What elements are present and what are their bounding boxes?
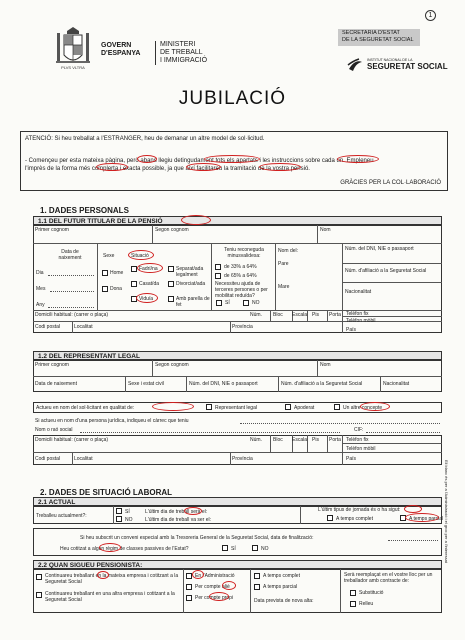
- relleu-label: Relleu: [359, 601, 374, 607]
- representant-checkbox[interactable]: [206, 404, 212, 410]
- altre-label: Un altre concepte: [343, 405, 383, 411]
- localitat-label: Localitat: [74, 324, 93, 330]
- mare-label: Mare: [278, 284, 290, 290]
- rep-pais-label: País: [346, 456, 357, 462]
- any-input[interactable]: [48, 304, 94, 308]
- rep-afiliacio-label: Núm. d'afiliació a la Seguretat Social: [281, 381, 363, 387]
- divorciat-checkbox[interactable]: [168, 281, 174, 287]
- rep-telefon-fix-label: Telèfon fix: [346, 437, 369, 443]
- persona-juridica-input[interactable]: [240, 421, 440, 424]
- necessitat-si-checkbox[interactable]: [216, 300, 222, 306]
- substitucio-label: Substitució: [359, 590, 384, 596]
- divorciat-label: Divorciat/ada: [176, 281, 206, 287]
- notice-line3: l'imprès de la forma més complerta i exacta possible, ja que així facilitareu la tramitació de la vostra pensió.: [25, 166, 310, 172]
- sec1-sub1-header: 1.1 DEL FUTUR TITULAR DE LA PENSIÓ: [33, 216, 442, 225]
- notice-line2: - Començeu per esta mateixa pàgina, però abans llegiu detingudament tots els apartats i les instruccions sobre cada un. Empleneu: [25, 158, 374, 164]
- nom-pare-label: Nom del:: [278, 248, 299, 254]
- rep-codi-postal-label: Codi postal: [35, 456, 61, 462]
- nacionalitat-label: Nacionalitat: [345, 289, 372, 295]
- sec1-sub2-header: 1.2 DEL REPRESENTANT LEGAL: [33, 351, 442, 360]
- dona-label: Dona: [110, 286, 122, 292]
- ministeri-label: MINISTERI DE TREBALL I IMMIGRACIÓ: [155, 41, 207, 65]
- temps-complet2-label: A temps complet: [263, 573, 300, 579]
- escala-label: Escala: [292, 312, 308, 318]
- primer-cognom-label: Primer cognom: [35, 227, 69, 233]
- continuareu1-checkbox[interactable]: [36, 574, 42, 580]
- cif-label: CIF:: [354, 427, 364, 433]
- page-title: JUBILACIÓ: [178, 88, 287, 109]
- compte-alie-checkbox[interactable]: [186, 584, 192, 590]
- treballeu-label: Treballeu actualment?:: [36, 513, 87, 519]
- nom-input[interactable]: [320, 233, 440, 242]
- persona-juridica-label: Si actueu en nom d'una persona jurídica, indiqueu el càrrec que teniu: [35, 418, 189, 424]
- rep-bloc-label: Bloc: [273, 437, 283, 443]
- treballeu-no-checkbox[interactable]: [116, 516, 122, 522]
- reemplacara-label: Serà reemplaçat en el vostre lloc per un treballador amb contracte de:: [344, 572, 433, 584]
- casat-label: Casat/da: [139, 281, 160, 287]
- side-note: Ell blanc és per a l'Administració i el groc per a l'interessat: [444, 460, 449, 563]
- representant-label: Representant legal: [215, 405, 257, 411]
- continuareu2-label: Continuareu treballant en una altra empresa i cotitzant a la Seguretat Social: [45, 591, 175, 603]
- actueu-label: Actueu en nom del sol·licitant en qualitat de:: [36, 405, 135, 411]
- pct2-checkbox[interactable]: [215, 273, 221, 279]
- cotitzat-no-label: NO: [261, 546, 269, 552]
- provincia-label: Província: [232, 324, 253, 330]
- necessitat-no-checkbox[interactable]: [243, 300, 249, 306]
- treballeu-no-label: NO: [125, 517, 133, 523]
- svg-text:PLVS VLTRA: PLVS VLTRA: [61, 65, 85, 70]
- casat-checkbox[interactable]: [131, 281, 137, 287]
- home-checkbox[interactable]: [102, 270, 108, 276]
- viudo-label: Vidu/a: [139, 296, 154, 302]
- mes-label: Mes: [36, 286, 46, 292]
- rep-data-naix-label: Data de naixement: [35, 381, 77, 387]
- any-label: Any: [36, 302, 45, 308]
- inss-label: INSTITUT NACIONAL DE LA SEGURETAT SOCIAL: [367, 58, 448, 71]
- necessitat-no-label: NO: [252, 300, 260, 306]
- separat-checkbox[interactable]: [168, 266, 174, 272]
- segon-cognom-input[interactable]: [155, 233, 315, 242]
- cotitzat-no-checkbox[interactable]: [252, 545, 258, 551]
- compte-propi-checkbox[interactable]: [186, 595, 192, 601]
- codi-postal-label: Codi postal: [35, 324, 61, 330]
- rep-escala-label: Escala: [292, 437, 308, 443]
- inss-logo-icon: [347, 57, 363, 73]
- temps-complet2-checkbox[interactable]: [254, 573, 260, 579]
- tipus-jornada-label: L'últim tipus de jornada és o ha sigut:: [318, 507, 401, 513]
- necessitat-label: Necessiteu ajuda de terceres persones o per mobilitat reduïda?: [215, 281, 268, 299]
- apoderat-checkbox[interactable]: [285, 404, 291, 410]
- rep-porta-label: Porta: [329, 437, 341, 443]
- conveni-input[interactable]: [388, 538, 438, 541]
- nom-social-label: Nom o raó social: [35, 427, 73, 433]
- pct1-checkbox[interactable]: [215, 264, 221, 270]
- cotitzat-label: Heu cotitzat a algun règim de classes passives de l'Estat?: [60, 546, 189, 552]
- sec2-title: 2. DADES DE SITUACIÓ LABORAL: [40, 488, 173, 497]
- notice-thanks: GRÀCIES PER LA COL·LABORACIÓ: [340, 180, 441, 186]
- altre-checkbox[interactable]: [334, 404, 340, 410]
- situacio-label: Situació: [131, 253, 149, 259]
- rep-num-label: Núm.: [250, 437, 262, 443]
- necessitat-si-label: SÍ: [225, 300, 230, 306]
- data-naix-label: Data de naixement: [58, 249, 82, 261]
- minusvalidesa-label: Teniu reconeguda minusvalidesa:: [224, 247, 264, 259]
- sec2-sub1-header: 2.1 ACTUAL: [33, 497, 442, 506]
- notice-line1: ATENCIÓ: Si heu treballat a l'ESTRANGER, heu de demanar un altre model de sol·licitud.: [25, 136, 265, 142]
- cotitzat-si-checkbox[interactable]: [222, 545, 228, 551]
- temps-parcial2-label: A temps parcial: [263, 584, 298, 590]
- rep-pis-label: Pis: [312, 437, 319, 443]
- treballeu-si-label: SÍ: [125, 509, 130, 515]
- conveni-label: Si heu subscrit un conveni especial amb la Tresoreria General de la Seguretat Social, data de finalització:: [80, 535, 314, 541]
- temps-complet-label: A temps complet: [336, 516, 373, 522]
- compte-propi-label: Per compte propi: [195, 595, 234, 601]
- rep-provincia-label: Província: [232, 456, 253, 462]
- continuareu2-checkbox[interactable]: [36, 592, 42, 598]
- rep-nacionalitat-label: Nacionalitat: [383, 381, 410, 387]
- dia-label: Dia: [36, 270, 44, 276]
- ultim-dia-va-label: L'últim dia de treball va ser el:: [145, 517, 211, 523]
- secretaria-label: SECRETARIA D'ESTAT DE LA SEGURETAT SOCIAL: [338, 29, 420, 46]
- relleu-checkbox[interactable]: [350, 601, 356, 607]
- temps-parcial2-checkbox[interactable]: [254, 584, 260, 590]
- coat-of-arms-icon: [55, 25, 91, 71]
- temps-complet-checkbox[interactable]: [327, 515, 333, 521]
- mare-input[interactable]: [278, 291, 340, 301]
- fadri-label: Fadrí/na: [139, 266, 158, 272]
- treballeu-si-checkbox[interactable]: [116, 508, 122, 514]
- rep-sexe-label: Sexe i estat civil: [128, 381, 164, 387]
- cif-input[interactable]: [366, 430, 440, 433]
- separat-label: Separat/ada legalment: [176, 266, 204, 278]
- rep-telefon-mobil-label: Telèfon mòbil: [346, 446, 376, 452]
- nom-label: Nom: [320, 227, 331, 233]
- admin-label: En l'Administració: [195, 573, 235, 579]
- pare-label: Pare: [278, 261, 289, 267]
- telefon-fix-label: Telèfon fix: [346, 311, 369, 317]
- sexe-label: Sexe: [103, 253, 115, 259]
- dia-input[interactable]: [48, 272, 94, 276]
- pct1-label: de 33% a 64%: [224, 264, 257, 270]
- domicili-label: Domicili habitual: (carrer o plaça): [35, 312, 109, 318]
- segon-cognom-label: Segon cognom: [155, 227, 189, 233]
- home-label: Home: [110, 270, 124, 276]
- primer-cognom-input[interactable]: [35, 233, 150, 242]
- pct2-label: de 65% a 64%: [224, 273, 257, 279]
- apoderat-label: Apoderat: [294, 405, 315, 411]
- compte-alie-label: Per compte aliè: [195, 584, 230, 590]
- pais-label: País: [346, 327, 357, 333]
- mes-input[interactable]: [50, 288, 94, 292]
- dni-label: Núm. del DNI, NIE o passaport: [345, 246, 414, 252]
- nom-social-input[interactable]: [80, 430, 340, 433]
- rep-primer-cognom-label: Primer cognom: [35, 362, 69, 368]
- pis-label: Pis: [312, 312, 319, 318]
- porta-label: Porta: [329, 312, 341, 318]
- bloc-label: Bloc: [273, 312, 283, 318]
- rep-domicili-label: Domicili habitual: (carrer o plaça): [35, 437, 109, 443]
- govern-label: GOVERN D'ESPANYA: [101, 42, 141, 57]
- substitucio-checkbox[interactable]: [350, 590, 356, 596]
- sec2-sub2-header: 2.2 QUAN SIGUEU PENSIONISTA:: [33, 560, 442, 569]
- data-nova-label: Data prevista de nova alta:: [254, 598, 314, 604]
- dona-checkbox[interactable]: [102, 286, 108, 292]
- rep-localitat-label: Localitat: [74, 456, 93, 462]
- page-number: 1: [425, 10, 436, 21]
- ambparella-checkbox[interactable]: [168, 296, 174, 302]
- sec1-title: 1. DADES PERSONALS: [40, 206, 129, 215]
- pare-input[interactable]: [278, 268, 340, 278]
- telefon-mobil-label: Telèfon mòbil: [346, 318, 376, 324]
- rep-segon-cognom-label: Segon cognom: [155, 362, 189, 368]
- ultim-dia-treb-label: L'últim dia de treball serà el:: [145, 509, 208, 515]
- temps-parcial-label: A temps parcial: [409, 516, 444, 522]
- rep-dni-label: Núm. del DNI, NIE o passaport: [189, 381, 258, 387]
- ambparella-label: Amb parella de fet: [176, 296, 210, 308]
- continuareu1-label: Continuareu treballant en la mateixa empresa i cotitzant a la Seguretat Social: [45, 573, 179, 585]
- cotitzat-si-label: SÍ: [231, 546, 236, 552]
- afiliacio-label: Núm. d'afiliació a la Seguretat Social: [345, 268, 427, 274]
- rep-nom-label: Nom: [320, 362, 331, 368]
- num-label: Núm.: [250, 312, 262, 318]
